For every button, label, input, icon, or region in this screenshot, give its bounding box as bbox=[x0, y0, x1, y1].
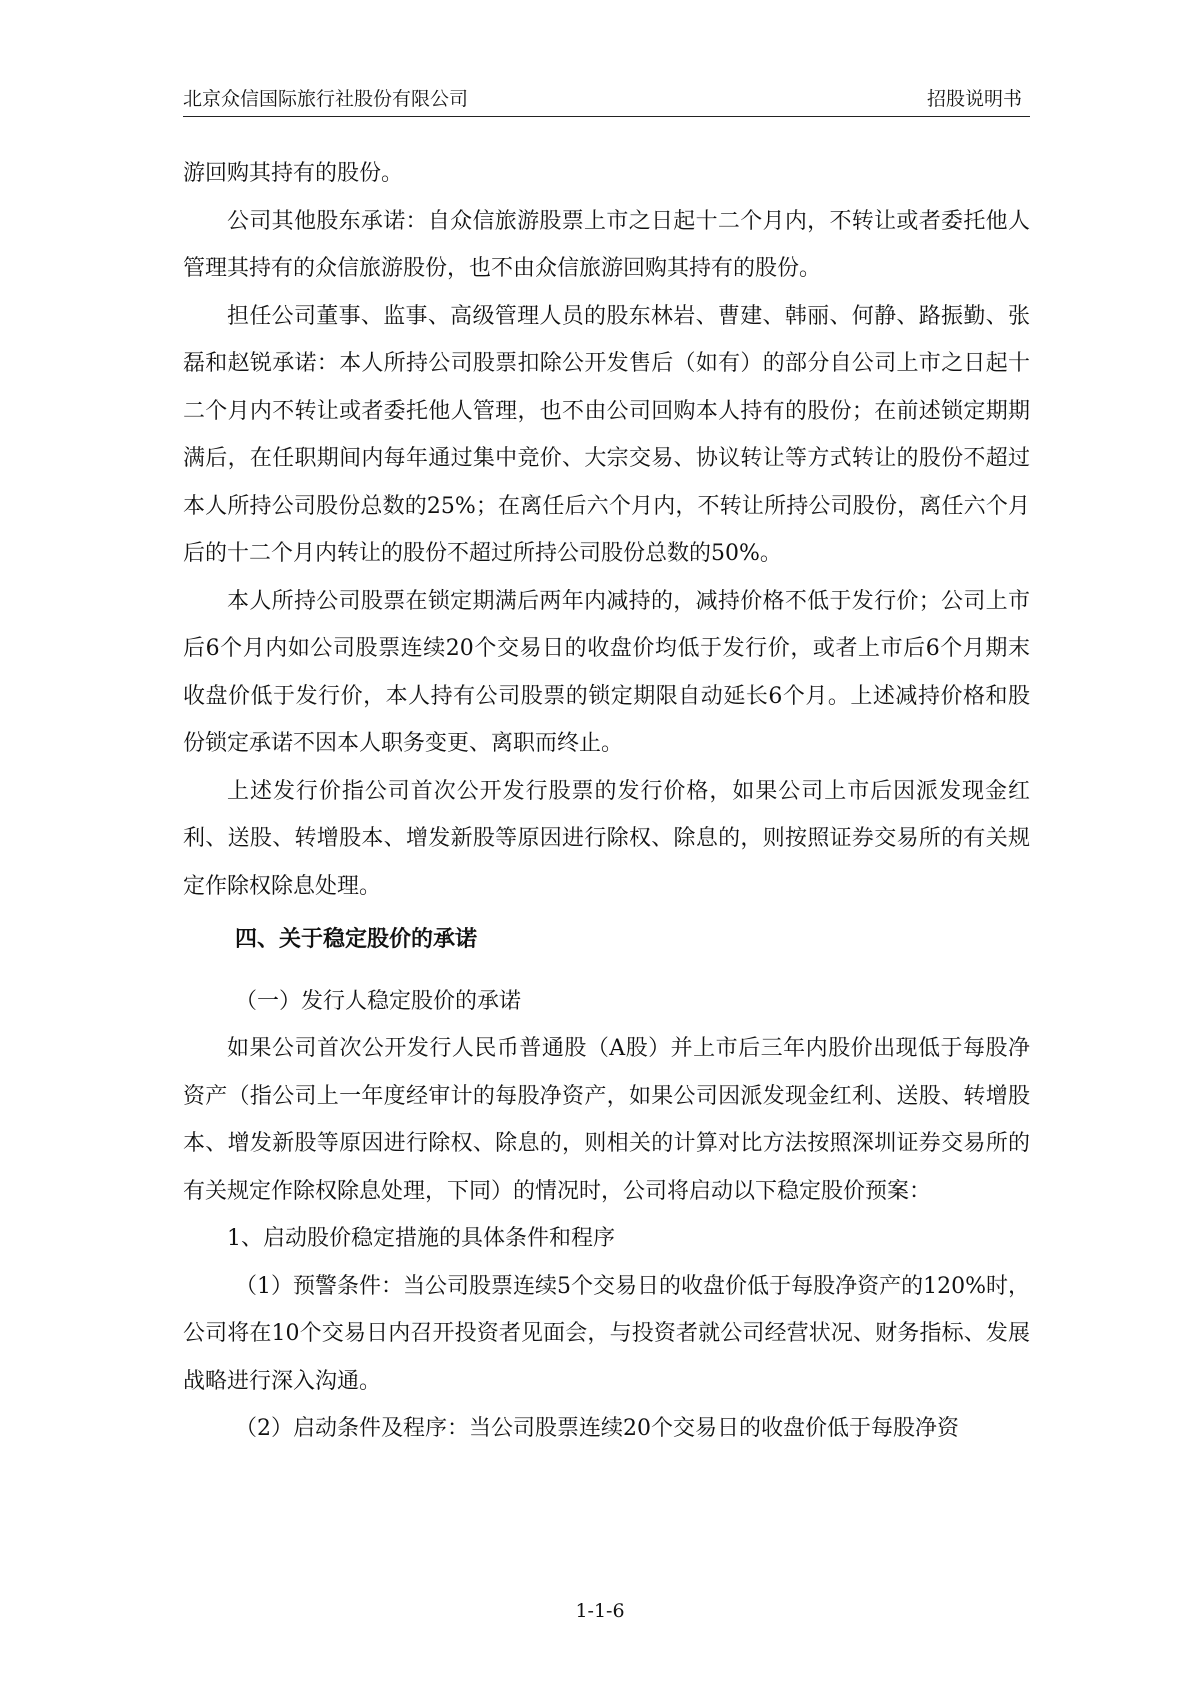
paragraph-directors-commitment: 担任公司董事、监事、高级管理人员的股东林岩、曹建、韩丽、何静、路振勤、张磊和赵锐承诺：本人所持公司股票扣除公开发售后（如有）的部分自公司上市之日起十二个月内不转让或者委托他人管理，也不由公司回购本人持有的股份；在前述锁定期期满后，在任职期间内每年通过集中竞价、大宗交易、协议转让等方式转让的股份不超过本人所持公司股份总数的25%；在离任后六个月内，不转让所持公司股份，离任六个月后的十二个月内转让的股份不超过所持公司股份总数的50%。 bbox=[183, 303, 1030, 566]
list-item-start-condition: （2）启动条件及程序：当公司股票连续20个交易日的收盘价低于每股净资 bbox=[235, 1416, 959, 1441]
header-company-name: 北京众信国际旅行社股份有限公司 bbox=[183, 88, 469, 110]
paragraph-reduction-price: 本人所持公司股票在锁定期满后两年内减持的，减持价格不低于发行价；公司上市后6个月内如公司股票连续20个交易日的收盘价均低于发行价，或者上市后6个月期末收盘价低于发行价，本人持有公司股票的锁定期限自动延长6个月。上述减持价格和股份锁定承诺不因本人职务变更、离职而终止。 bbox=[183, 588, 1030, 756]
document-body bbox=[183, 150, 1030, 1453]
paragraph-other-shareholders: 公司其他股东承诺：自众信旅游股票上市之日起十二个月内，不转让或者委托他人管理其持有的众信旅游股份，也不由众信旅游回购其持有的股份。 bbox=[183, 208, 1030, 281]
paragraph-issue-price-definition: 上述发行价指公司首次公开发行股票的发行价格，如果公司上市后因派发现金红利、送股、转增股本、增发新股等原因进行除权、除息的，则按照证券交易所的有关规定作除权除息处理。 bbox=[183, 778, 1030, 899]
page-number: 1-1-6 bbox=[575, 1600, 625, 1622]
paragraph-continuation: 游回购其持有的股份。 bbox=[183, 161, 404, 186]
list-item-1: 1、启动股价稳定措施的具体条件和程序 bbox=[227, 1226, 615, 1251]
section-heading: 四、关于稳定股价的承诺 bbox=[235, 926, 478, 952]
header-document-type: 招股说明书 bbox=[926, 88, 1022, 110]
paragraph-stabilization-intro: 如果公司首次公开发行人民币普通股（A股）并上市后三年内股价出现低于每股净资产（指公司上一年度经审计的每股净资产，如果公司因派发现金红利、送股、转增股本、增发新股等原因进行除权、除息的，则相关的计算对比方法按照深圳证券交易所的有关规定作除权除息处理，下同）的情况时，公司将启动以下稳定股价预案： bbox=[183, 1036, 1030, 1204]
subsection-heading: （一）发行人稳定股价的承诺 bbox=[235, 988, 522, 1014]
list-item-warning-condition: （1）预警条件：当公司股票连续5个交易日的收盘价低于每股净资产的120%时，公司将在10个交易日内召开投资者见面会，与投资者就公司经营状况、财务指标、发展战略进行深入沟通。 bbox=[183, 1273, 1030, 1394]
page-header bbox=[183, 86, 1030, 117]
